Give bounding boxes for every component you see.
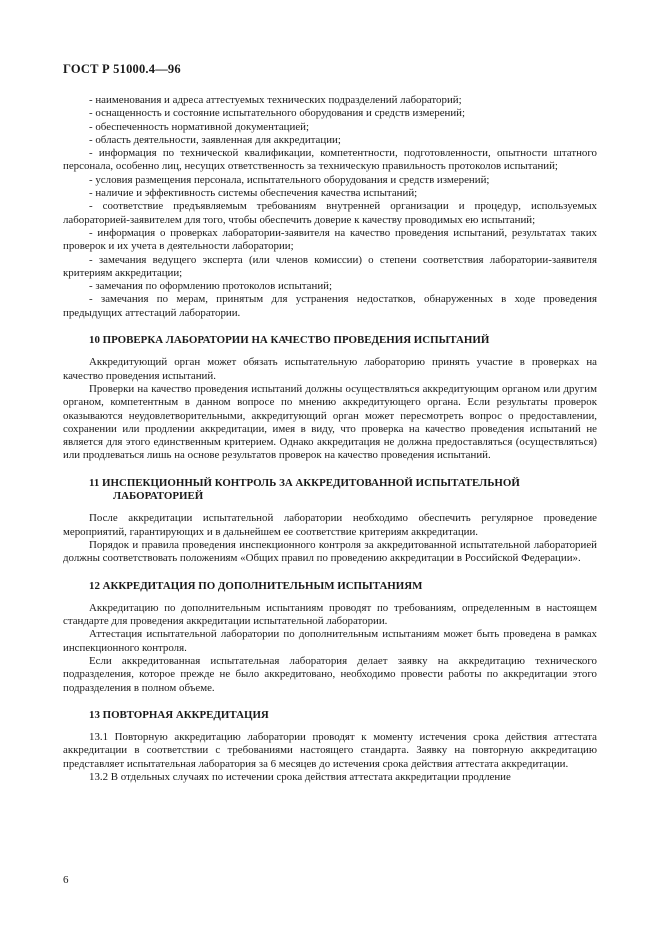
list-item: - замечания по оформлению протоколов испытаний;	[89, 280, 333, 293]
paragraph: Порядок и правила проведения инспекционного контроля за аккредитованной испытательной лабораторией должны соответствовать положениям «Общих правил по проведению аккредитации в Российской Федерации».	[63, 538, 597, 565]
list-item: - наименования и адреса аттестуемых технических подразделений лабораторий;	[89, 94, 462, 106]
section-12	[63, 580, 597, 695]
page-number: 6	[63, 874, 69, 886]
requirements-list	[63, 94, 597, 320]
list-item: - обеспеченность нормативной документацией;	[89, 120, 310, 133]
section-11	[63, 477, 597, 566]
section-13	[63, 709, 597, 784]
list-item: - замечания ведущего эксперта (или членов комиссии) о степени соответствия лаборатории-заявителя критериям аккредитации;	[63, 253, 597, 279]
paragraph: 13.1 Повторную аккредитацию лаборатории проводят к моменту истечения срока действия аттестата аккредитации в соответствии с требованиями настоящего стандарта. Заявку на повторную аккредитацию представляет испытательная лаборатория за 6 месяцев до истечения срока действия аттестата аккредитации.	[63, 731, 597, 770]
document-body	[63, 94, 597, 784]
section-heading: 12 АККРЕДИТАЦИЯ ПО ДОПОЛНИТЕЛЬНЫМ ИСПЫТАНИЯМ	[89, 579, 423, 592]
list-item: - соответствие предъявляемым требованиям внутренней организации и процедур, используемых лабораторией-заявителем для того, чтобы обеспечить доверие к качеству проводимых ею испытаний;	[63, 200, 597, 226]
section-heading: 10 ПРОВЕРКА ЛАБОРАТОРИИ НА КАЧЕСТВО ПРОВЕДЕНИЯ ИСПЫТАНИЙ	[89, 334, 490, 347]
section-heading: 13 ПОВТОРНАЯ АККРЕДИТАЦИЯ	[89, 708, 269, 721]
list-item: - оснащенность и состояние испытательного оборудования и средств измерений;	[89, 107, 466, 120]
list-item: - информация о проверках лаборатории-заявителя на качество проведения испытаний, результатах таких проверок и их учета в деятельности лаборатории;	[63, 226, 597, 253]
paragraph: Если аккредитованная испытательная лаборатория делает заявку на аккредитацию технического подразделения, которое прежде не было аккредитовано, необходимо провести работы по аккредитации этого подразделения в полном объеме.	[63, 654, 597, 694]
list-item: - условия размещения персонала, испытательного оборудования и средств измерений;	[89, 173, 490, 186]
paragraph: Аттестация испытательной лаборатории по дополнительным испытаниям может быть проведена в рамках инспекционного контроля.	[63, 628, 597, 654]
document-code: ГОСТ Р 51000.4—96	[63, 62, 181, 76]
paragraph: Проверки на качество проведения испытаний должны осуществляться аккредитующим органом или другим органом, компетентным в данном вопросе по мнению аккредитующего органа. Если результаты проверок оказываются неудовлетворительными, аккредитующий орган может пересмотреть вопрос о предоставлении, сохранении или продлении аккредитации, имея в виду, что проверка на качество проведения испытаний не является для этого единственным критерием. Однако аккредитация не должна предоставляться (осуществляться) или продлеваться лишь на основе результатов проверок на качество проведения испытаний.	[63, 382, 597, 462]
section-heading	[63, 477, 597, 504]
paragraph: 13.2 В отдельных случаях по истечении срока действия аттестата аккредитации продление	[89, 771, 511, 784]
paragraph: После аккредитации испытательной лаборатории необходимо обеспечить регулярное проведение мероприятий, гарантирующих и в дальнейшем ее соответствие критериям аккредитации.	[63, 512, 597, 538]
list-item: - замечания по мерам, принятым для устранения недостатков, обнаруженных в ходе проведения предыдущих аттестаций лаборатории.	[63, 293, 597, 319]
section-10	[63, 334, 597, 463]
section-heading-line: ЛАБОРАТОРИЕЙ	[113, 490, 204, 503]
list-item: - область деятельности, заявленная для аккредитации;	[89, 133, 341, 146]
list-item: - наличие и эффективность системы обеспечения качества испытаний;	[89, 187, 418, 200]
list-item: - информация по технической квалификации, компетентности, подготовленности, опытности штатного персонала, особенно лиц, несущих ответственность за техническую правильность протоколов испытаний;	[63, 147, 597, 173]
section-heading-line: 11 ИНСПЕКЦИОННЫЙ КОНТРОЛЬ ЗА АККРЕДИТОВАННОЙ ИСПЫТАТЕЛЬНОЙ	[89, 476, 520, 489]
paragraph: Аккредитацию по дополнительным испытаниям проводят по требованиям, определенным в настоящем стандарте для проведения аккредитации испытательной лаборатории.	[63, 601, 597, 628]
paragraph: Аккредитующий орган может обязать испытательную лабораторию принять участие в проверках на качество проведения испытаний.	[63, 356, 597, 382]
